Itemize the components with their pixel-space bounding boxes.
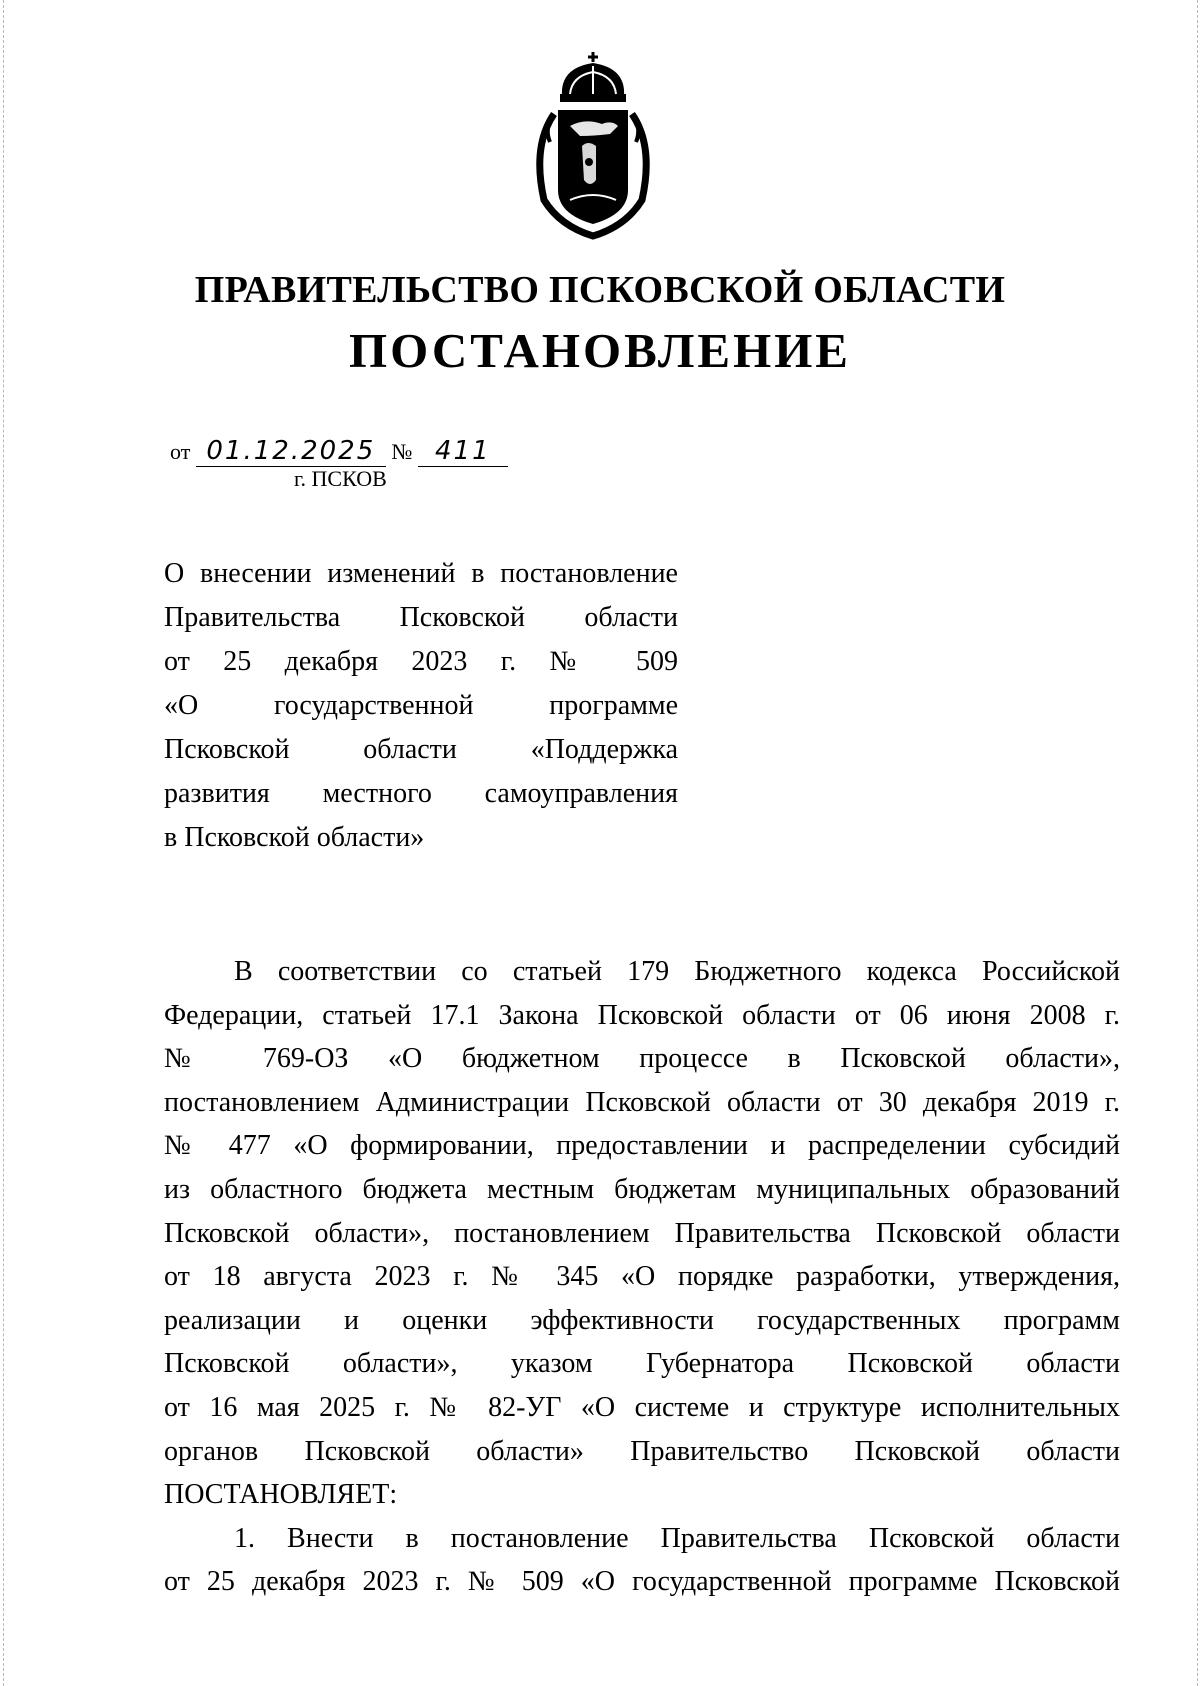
body-line: Псковской области», указом Губернатора Псковской области	[164, 1348, 1120, 1380]
body-line: от 25 декабря 2023 г. № 509 «О государственной программе Псковской	[164, 1566, 1120, 1598]
document-type-title: ПОСТАНОВЛЕНИЕ	[349, 323, 851, 378]
organization-name: ПРАВИТЕЛЬСТВО ПСКОВСКОЙ ОБЛАСТИ	[194, 269, 1006, 311]
scan-edge-left	[3, 0, 7, 1686]
body-line: Федерации, статьей 17.1 Закона Псковской области от 06 июня 2008 г.	[164, 999, 1120, 1031]
subject-line: в Псковской области»	[164, 822, 425, 853]
body-line: № 769-ОЗ «О бюджетном процессе в Псковской области»,	[164, 1043, 1120, 1075]
subject-line: «О государственной программе	[164, 690, 678, 721]
body-line: от 18 августа 2023 г. № 345 «О порядке разработки, утверждения,	[164, 1261, 1120, 1293]
body-line: из областного бюджета местным бюджетам муниципальных образований	[164, 1173, 1120, 1205]
number-prefix: №	[391, 439, 413, 464]
body-line: 1. Внести в постановление Правительства Псковской области	[234, 1522, 1120, 1554]
document-subject	[164, 552, 678, 860]
scan-edge-right	[1194, 0, 1198, 1686]
body-line: реализации и оценки эффективности государственных программ	[164, 1304, 1120, 1336]
body-line: ПОСТАНОВЛЯЕТ:	[164, 1479, 398, 1511]
date-prefix: от	[170, 439, 191, 464]
subject-line: Правительства Псковской области	[164, 602, 678, 633]
subject-line: от 25 декабря 2023 г. № 509	[164, 646, 678, 677]
subject-line: О внесении изменений в постановление	[164, 558, 678, 589]
body-line: от 16 мая 2025 г. № 82-УГ «О системе и структуре исполнительных	[164, 1391, 1120, 1423]
handwritten-date: 01.12.2025	[196, 436, 386, 467]
document-body	[164, 950, 1120, 1604]
body-line: постановлением Администрации Псковской области от 30 декабря 2019 г.	[164, 1086, 1120, 1118]
document-date-number-line	[170, 436, 508, 467]
body-line: № 477 «О формировании, предоставлении и распределении субсидий	[164, 1130, 1120, 1162]
city-label: г. ПСКОВ	[294, 466, 387, 491]
handwritten-number: 411	[418, 436, 508, 467]
body-line: органов Псковской области» Правительство Псковской области	[164, 1435, 1120, 1467]
coat-of-arms-icon	[530, 50, 656, 240]
subject-line: Псковской области «Поддержка	[164, 734, 678, 765]
body-line: Псковской области», постановлением Правительства Псковской области	[164, 1217, 1120, 1249]
body-line: В соответствии со статьей 179 Бюджетного кодекса Российской	[234, 956, 1120, 987]
subject-line: развития местного самоуправления	[164, 778, 678, 809]
